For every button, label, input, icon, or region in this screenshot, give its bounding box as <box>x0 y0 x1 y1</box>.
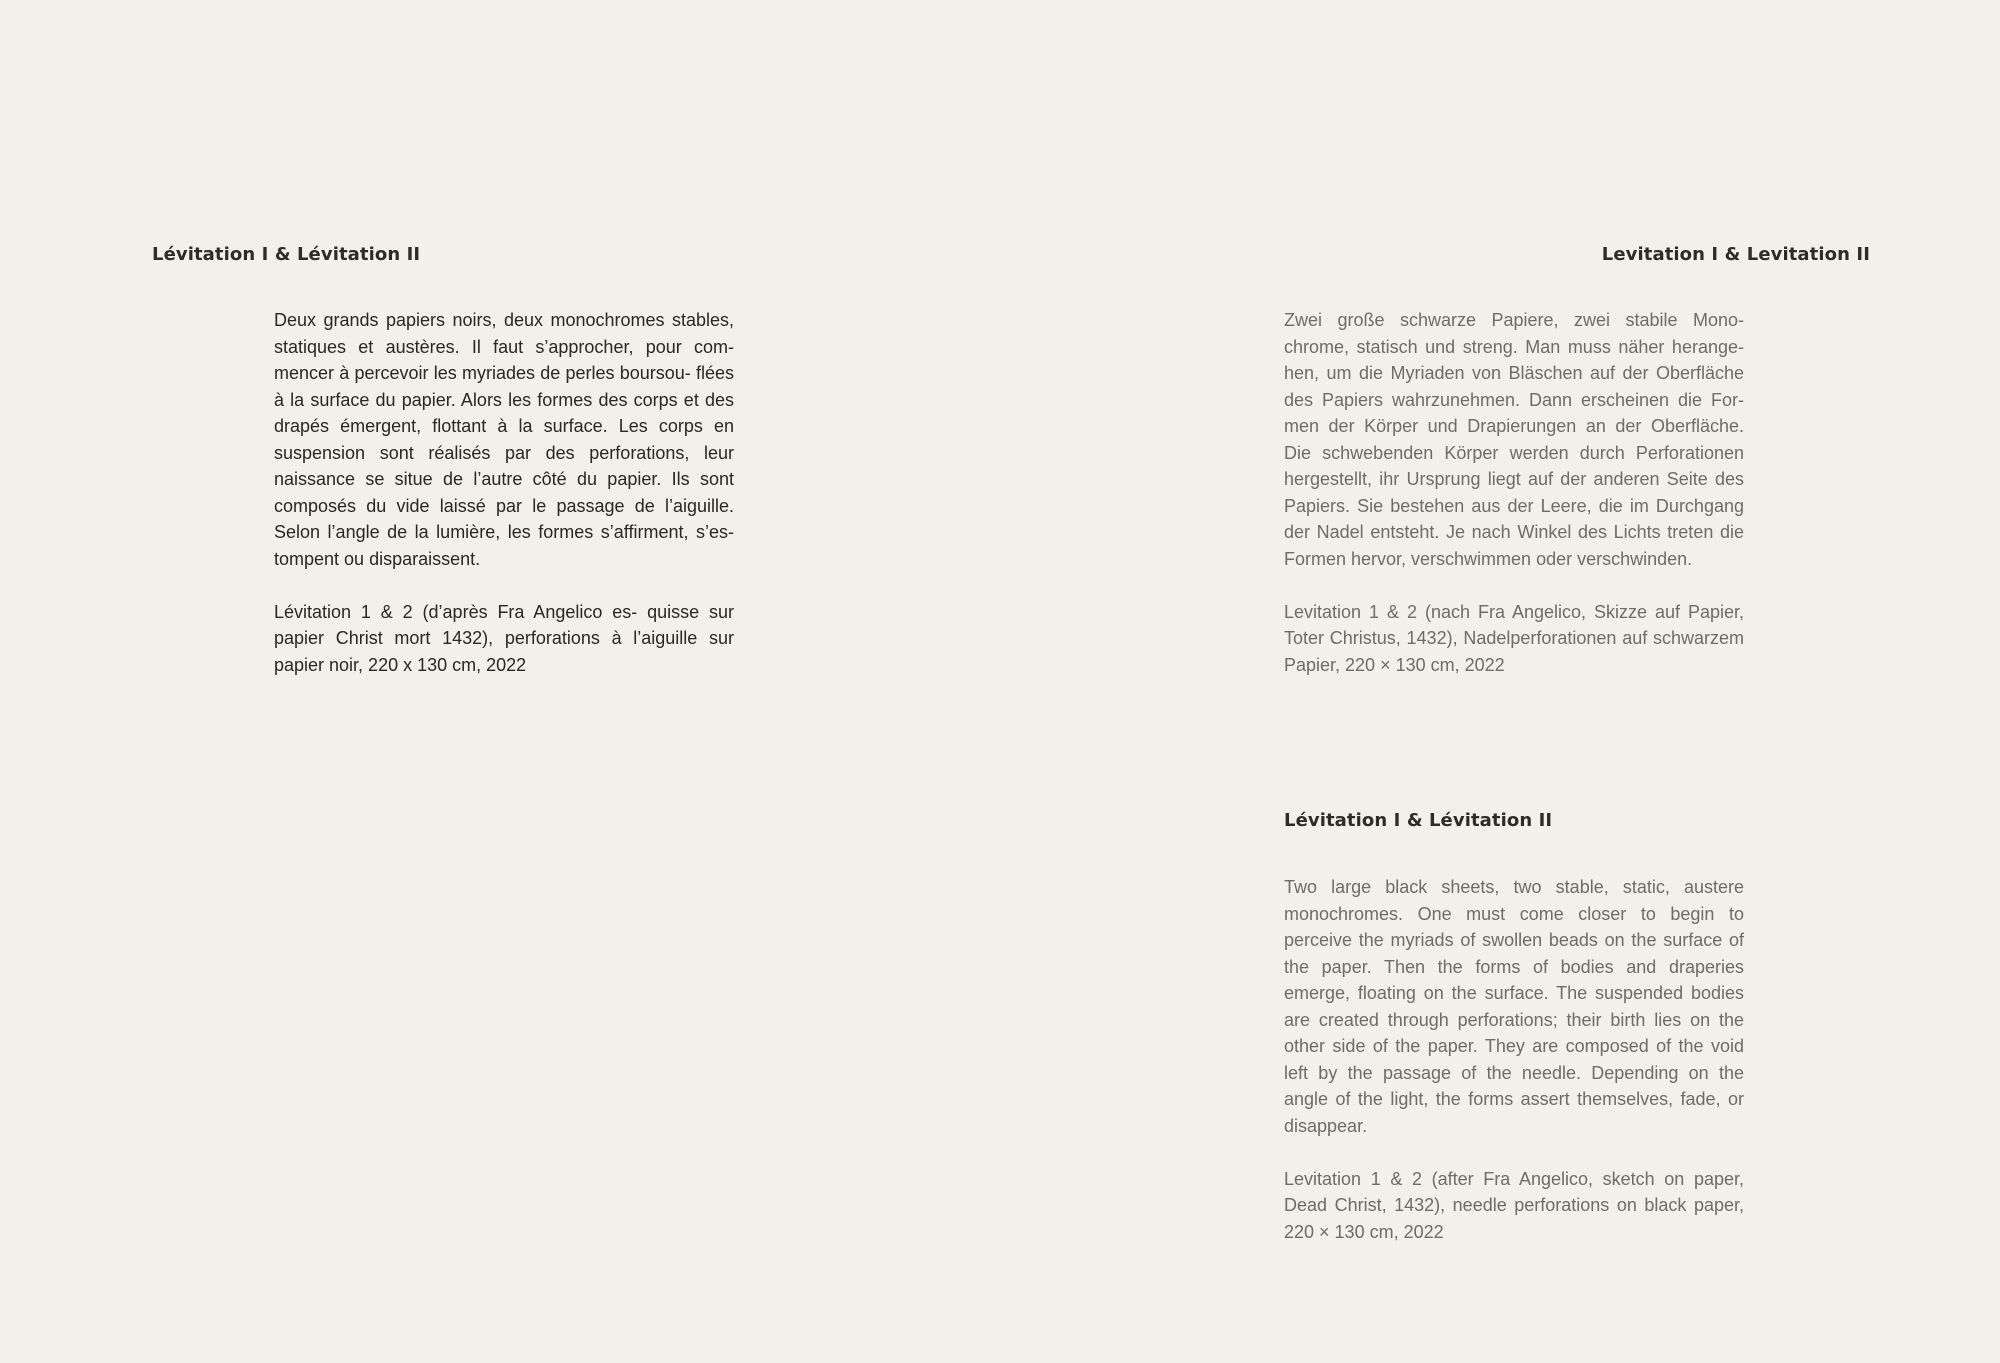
german-artwork-caption: Levitation 1 & 2 (nach Fra Angelico, Skizze auf Papier, Toter Christus, 1432), Nadelperforationen auf schwarzem Papier, 220 × 130 cm, 2022 <box>1284 601 1744 675</box>
english-artwork-caption: Levitation 1 & 2 (after Fra Angelico, sketch on paper, Dead Christ, 1432), needle perforations on black paper, 220 × 130 cm, 2022 <box>1284 1168 1744 1242</box>
german-title: Levitation I & Levitation II <box>1601 244 1870 265</box>
french-artwork-caption: Lévitation 1 & 2 (d’après Fra Angelico es- quisse sur papier Christ mort 1432), perforations à l’aiguille sur papier noir, 220 x 130 cm, 2022 <box>274 601 734 675</box>
german-body-paragraph: Zwei große schwarze Papiere, zwei stabile Mono- chrome, statisch und streng. Man muss näher herange- hen, um die Myriaden von Bläschen auf der Oberfläche des Papiers wahrzunehmen. Dann erscheinen die For- men der Körper und Drapierungen an der Oberfläche. Die schwebenden Körper werden durch Perforationen hergestellt, ihr Ursprung liegt auf der anderen Seite des Papiers. Sie bestehen aus der Leere, die im Durchgang der Nadel entsteht. Je nach Winkel des Lichts treten die Formen hervor, verschwimmen oder verschwinden. <box>1284 310 1744 569</box>
french-body-paragraph: Deux grands papiers noirs, deux monochromes stables, statiques et austères. Il faut s’approcher, pour com- mencer à percevoir les myriades de perles boursou- flées à la surface du papier. Alors les formes des corps et des drapés émergent, flottant à la surface. Les corps en suspension sont réalisés par des perforations, leur naissance se situe de l’autre côté du papier. Ils sont composés du vide laissé par le passage de l’aiguille. Selon l’angle de la lumière, les formes s’affirment, s’es- tompent ou disparaissent. <box>274 310 734 569</box>
english-text-column <box>1284 874 1744 1272</box>
french-title: Lévitation I & Lévitation II <box>152 244 421 265</box>
english-title: Lévitation I & Lévitation II <box>1284 810 1553 831</box>
german-text-column <box>1284 307 1744 705</box>
english-body-paragraph: Two large black sheets, two stable, static, austere monochromes. One must come closer to begin to perceive the myriads of swollen beads on the surface of the paper. Then the forms of bodies and draperies emerge, floating on the surface. The suspended bodies are created through perforations; their birth lies on the other side of the paper. They are composed of the void left by the passage of the needle. Depending on the angle of the light, the forms assert themselves, fade, or disappear. <box>1284 877 1744 1136</box>
french-text-column <box>274 307 734 705</box>
